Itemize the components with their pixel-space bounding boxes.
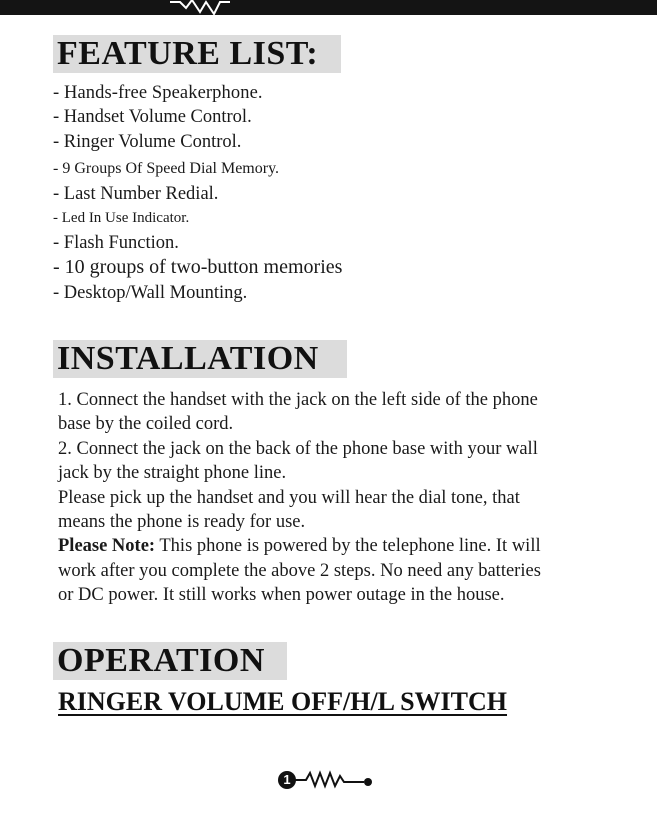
instruction-line: 2. Connect the jack on the back of the phone base with your wall	[58, 438, 538, 459]
feature-item: - 9 Groups Of Speed Dial Memory.	[53, 160, 280, 177]
instruction-line: Please pick up the handset and you will hear the dial tone, that	[58, 487, 520, 508]
top-banner	[0, 0, 657, 15]
waveform-ornament-icon	[294, 768, 376, 792]
installation-instructions	[58, 388, 598, 608]
operation-heading: OPERATION	[53, 642, 287, 680]
instruction-line: means the phone is ready for use.	[58, 512, 306, 533]
feature-item: - Desktop/Wall Mounting.	[53, 283, 248, 303]
note-line: work after you complete the above 2 steps. No need any batteries	[58, 560, 541, 581]
feature-item: - Handset Volume Control.	[53, 107, 252, 127]
feature-list-heading: FEATURE LIST:	[53, 35, 341, 73]
instruction-line: base by the coiled cord.	[58, 414, 234, 435]
instruction-line: jack by the straight phone line.	[58, 463, 287, 484]
note-label: Please Note:	[58, 536, 156, 557]
waveform-decoration-icon	[170, 0, 260, 15]
feature-item: - Led In Use Indicator.	[53, 210, 190, 226]
note-line	[58, 534, 598, 558]
installation-heading: INSTALLATION	[53, 340, 347, 378]
feature-item: - Ringer Volume Control.	[53, 132, 242, 152]
note-text: This phone is powered by the telephone line. It will	[155, 536, 541, 557]
page-number: 1	[278, 771, 296, 789]
feature-item: - Flash Function.	[53, 233, 179, 253]
feature-item: - Hands-free Speakerphone.	[53, 83, 263, 103]
feature-item: - 10 groups of two-button memories	[53, 256, 343, 278]
note-line: or DC power. It still works when power outage in the house.	[58, 585, 505, 606]
feature-item: - Last Number Redial.	[53, 184, 219, 204]
ringer-switch-subheading: RINGER VOLUME OFF/H/L SWITCH	[58, 687, 508, 716]
instruction-line: 1. Connect the handset with the jack on the left side of the phone	[58, 390, 538, 410]
